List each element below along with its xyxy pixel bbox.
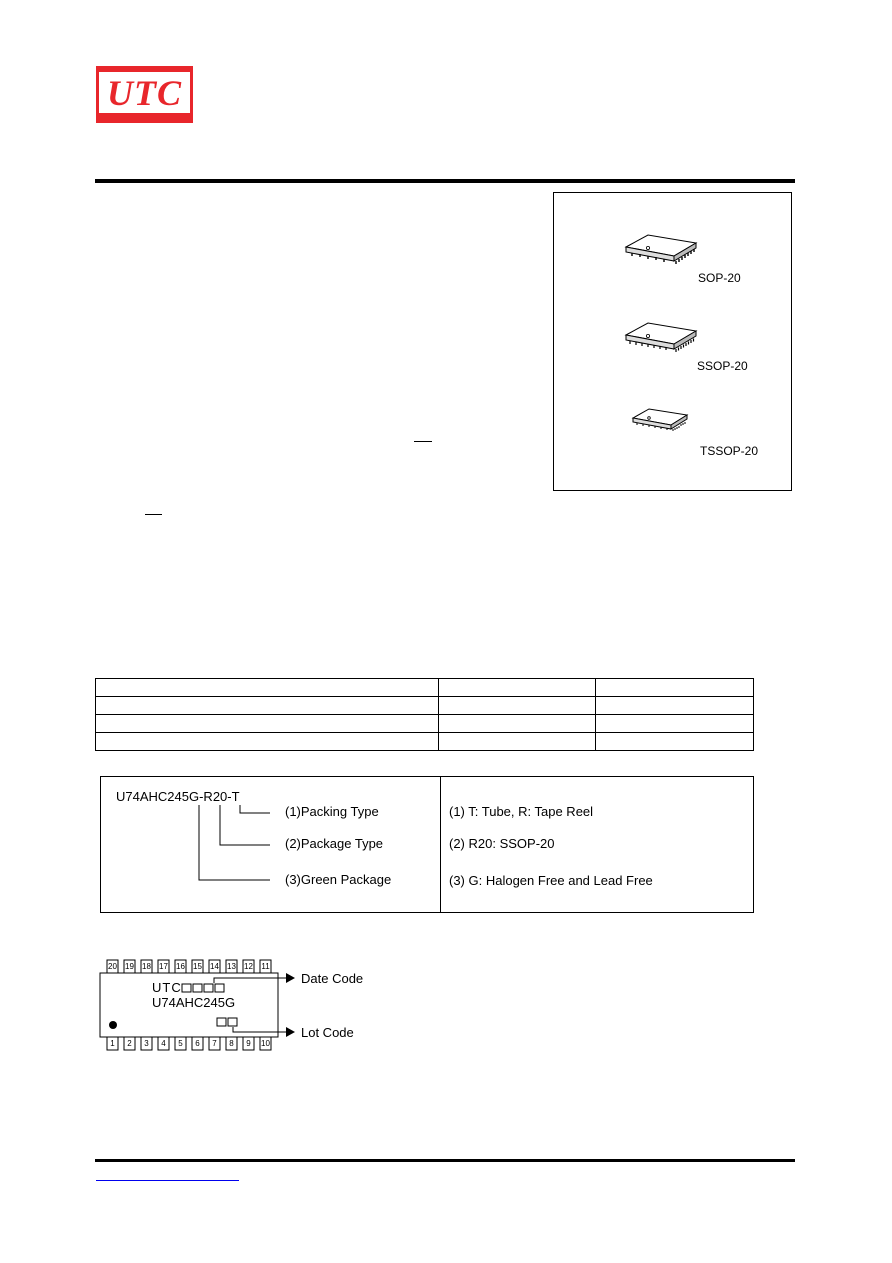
table-cell bbox=[596, 715, 754, 733]
table-cell bbox=[439, 715, 596, 733]
table-row bbox=[96, 733, 754, 751]
sop20-label: SOP-20 bbox=[698, 271, 741, 285]
pin-label: 16 bbox=[176, 962, 185, 971]
definition-packing-type: (1) T: Tube, R: Tape Reel bbox=[449, 804, 594, 819]
chip-part-number: U74AHC245G bbox=[152, 995, 236, 1010]
pin-label: 4 bbox=[161, 1039, 166, 1048]
table-cell bbox=[596, 733, 754, 751]
pin-label: 10 bbox=[261, 1039, 270, 1048]
chip-marking-diagram bbox=[98, 958, 388, 1054]
ordering-table bbox=[95, 678, 754, 751]
table-cell bbox=[96, 733, 439, 751]
utc-logo bbox=[96, 66, 193, 123]
pin-label: 6 bbox=[195, 1039, 200, 1048]
legend-green-package: (3)Green Package bbox=[285, 872, 392, 887]
definition-package-type: (2) R20: SSOP-20 bbox=[449, 836, 555, 851]
pin-label: 3 bbox=[144, 1039, 149, 1048]
definition-green-package: (3) G: Halogen Free and Lead Free bbox=[449, 873, 653, 888]
overbar-mark bbox=[414, 441, 432, 442]
pin-label: 20 bbox=[108, 962, 117, 971]
part-number-decoder bbox=[100, 776, 754, 913]
pin-label: 9 bbox=[246, 1039, 251, 1048]
logo-text: UTC bbox=[107, 72, 182, 113]
divider bbox=[440, 777, 441, 912]
part-number: U74AHC245G-R20-T bbox=[116, 789, 240, 804]
legend-package-type: (2)Package Type bbox=[285, 836, 384, 851]
table-cell bbox=[96, 715, 439, 733]
pin-label: 2 bbox=[127, 1039, 132, 1048]
overbar-mark bbox=[145, 514, 162, 515]
tssop20-label: TSSOP-20 bbox=[700, 444, 759, 458]
date-code-label: Date Code bbox=[301, 971, 364, 986]
chip-brand: UTC bbox=[152, 980, 182, 995]
pin-label: 12 bbox=[244, 962, 253, 971]
table-cell bbox=[96, 697, 439, 715]
pin-label: 14 bbox=[210, 962, 219, 971]
ssop20-label: SSOP-20 bbox=[697, 359, 748, 373]
pin-label: 19 bbox=[125, 962, 134, 971]
table-cell bbox=[96, 679, 439, 697]
table-cell bbox=[596, 679, 754, 697]
table-cell bbox=[439, 733, 596, 751]
ssop20-chip-icon bbox=[622, 319, 702, 355]
top-pin-row bbox=[107, 960, 277, 973]
sop20-chip-icon bbox=[622, 233, 702, 267]
pin-label: 11 bbox=[261, 962, 270, 971]
tssop20-chip-icon bbox=[629, 405, 693, 435]
pin-label: 13 bbox=[227, 962, 236, 971]
pin-label: 18 bbox=[142, 962, 151, 971]
table-row bbox=[96, 715, 754, 733]
pin-label: 17 bbox=[159, 962, 168, 971]
header-rule bbox=[95, 179, 795, 183]
table-cell bbox=[439, 679, 596, 697]
pin-label: 15 bbox=[193, 962, 202, 971]
table-cell bbox=[596, 697, 754, 715]
pin-label: 1 bbox=[110, 1039, 115, 1048]
bottom-pin-row bbox=[107, 1037, 277, 1050]
table-row bbox=[96, 679, 754, 697]
lot-code-label: Lot Code bbox=[301, 1025, 354, 1040]
pin-label: 5 bbox=[178, 1039, 183, 1048]
website-link[interactable] bbox=[96, 1164, 239, 1181]
pin-label: 7 bbox=[212, 1039, 217, 1048]
decoder-leader-lines bbox=[101, 777, 440, 912]
table-cell bbox=[439, 697, 596, 715]
pin-label: 8 bbox=[229, 1039, 234, 1048]
footer-rule bbox=[95, 1159, 795, 1162]
legend-packing-type: (1)Packing Type bbox=[285, 804, 379, 819]
package-box bbox=[553, 192, 792, 491]
table-row bbox=[96, 697, 754, 715]
